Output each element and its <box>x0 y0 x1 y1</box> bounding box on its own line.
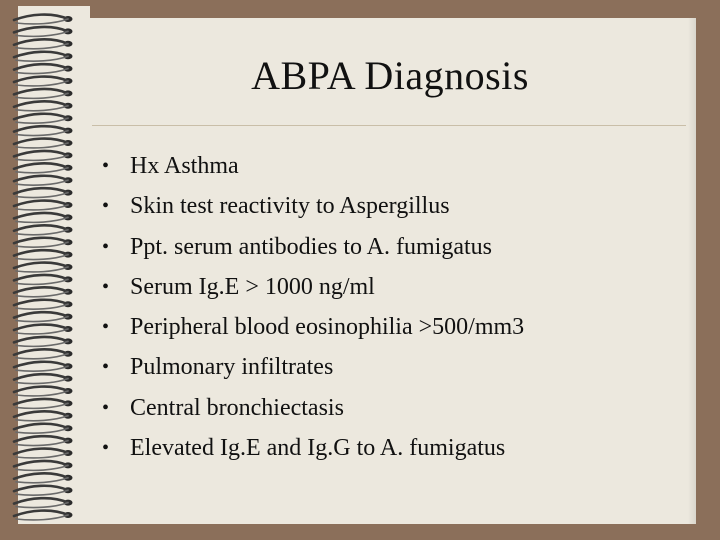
spiral-binding-icon <box>0 0 90 540</box>
slide-title: ABPA Diagnosis <box>251 53 529 98</box>
bullet-icon: • <box>102 195 110 218</box>
list-item-text: Elevated Ig.E and Ig.G to A. fumigatus <box>130 435 506 462</box>
list-item-text: Ppt. serum antibodies to A. fumigatus <box>130 233 492 260</box>
bullet-icon: • <box>102 396 110 419</box>
list-item-text: Peripheral blood eosinophilia >500/mm3 <box>130 314 525 341</box>
list-item-text: Pulmonary infiltrates <box>130 354 334 381</box>
bullet-icon: • <box>102 316 110 339</box>
list-item-text: Hx Asthma <box>130 153 239 179</box>
bullet-icon: • <box>102 155 110 177</box>
bullet-icon: • <box>102 275 110 298</box>
title-divider <box>92 125 686 126</box>
list-item-text: Central bronchiectasis <box>130 394 344 421</box>
bullet-icon: • <box>102 235 110 258</box>
bullet-icon: • <box>102 356 110 379</box>
list-item-text: Serum Ig.E > 1000 ng/ml <box>130 273 375 300</box>
bullet-icon: • <box>102 437 110 460</box>
list-item-text: Skin test reactivity to Aspergillus <box>130 193 450 220</box>
